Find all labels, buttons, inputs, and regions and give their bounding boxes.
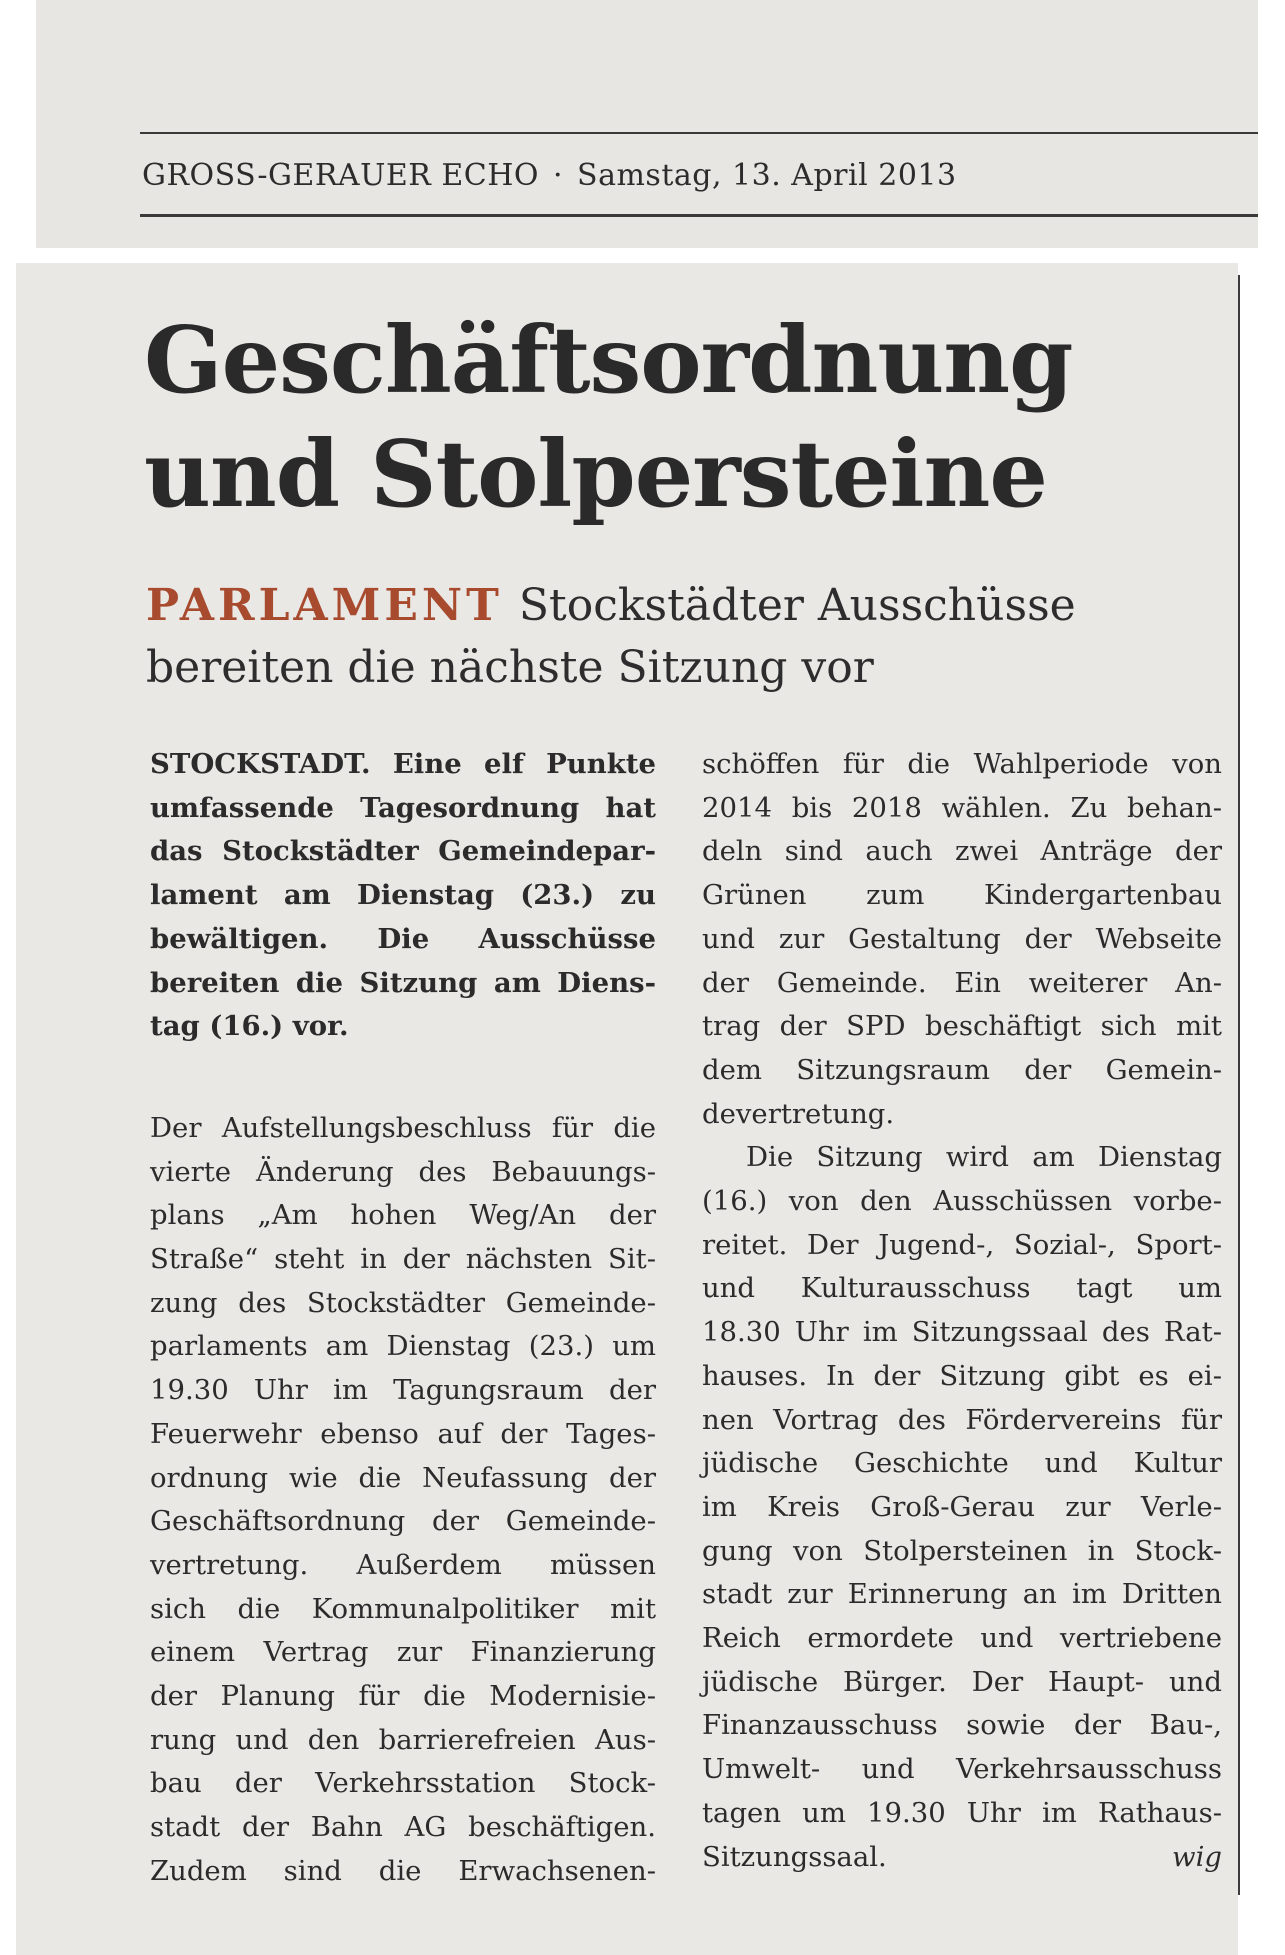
left-body-line: parlaments am Dienstag (23.) um [150,1330,656,1363]
left-body-line: der Planung für die Modernisie- [150,1680,656,1713]
masthead [142,158,957,193]
kicker: PARLAMENT [146,580,503,631]
right-para1-line: und zur Gestaltung der Webseite [702,922,1222,955]
right-para2-line: und Kulturausschuss tagt um [702,1272,1222,1305]
right-para1-line: 2014 bis 2018 wählen. Zu behan- [702,791,1222,824]
author-initials: wig [1172,1840,1222,1873]
publication-date: Samstag, 13. April 2013 [577,158,957,193]
right-para2-line: jüdische Bürger. Der Haupt- und [702,1665,1222,1698]
left-body-line: vertretung. Außerdem müssen [150,1548,656,1581]
left-body-line: rung und den barrierefreien Aus- [150,1723,656,1756]
right-para2-line: reitet. Der Jugend-, Sozial-, Sport- [702,1228,1222,1261]
right-para2-line: Reich ermordete und vertriebene [702,1622,1222,1655]
right-para1-line: der Gemeinde. Ein weiterer An- [702,966,1222,999]
body-paragraph-2 [702,1136,1222,1835]
lead-line: umfassende Tagesordnung hat [150,791,656,824]
right-para2-line: (16.) von den Ausschüssen vorbe- [702,1185,1222,1218]
column-rule [1238,275,1240,1895]
masthead-separator: · [553,158,564,193]
lead-line: bereiten die Sitzung am Diens- [150,966,656,999]
body-paragraph-1 [150,1107,656,1894]
right-para2-line: Umwelt- und Verkehrsausschuss [702,1753,1222,1786]
subhead-part-1: Stockstädter Ausschüsse [518,580,1076,631]
left-body-line: 19.30 Uhr im Tagungsraum der [150,1374,656,1407]
left-body-line: Straße“ steht in der nächsten Sit- [150,1243,656,1276]
lead-line: lament am Dienstag (23.) zu [150,879,656,912]
right-para2-line: tagen um 19.30 Uhr im Rathaus- [702,1796,1222,1829]
subhead-part-2: bereiten die nächste Sitzung vor [146,642,874,693]
right-para1-line: dem Sitzungsraum der Gemein- [702,1053,1222,1086]
headline-line-2: und Stolpersteine [144,420,1047,528]
left-body-line: zung des Stockstädter Gemeinde- [150,1286,656,1319]
headline [144,303,1144,531]
right-column [702,743,1222,1879]
left-body-line: Geschäftsordnung der Gemeinde- [150,1505,656,1538]
right-para2-line: nen Vortrag des Fördervereins für [702,1403,1222,1436]
left-body-line: plans „Am hohen Weg/An der [150,1199,656,1232]
newspaper-name: GROSS-GERAUER ECHO [142,158,539,193]
right-para1-line: schöffen für die Wahlperiode von [702,748,1222,780]
headline-line-1: Geschäftsordnung [144,306,1073,414]
lead-line: tag (16.) vor. [150,1010,349,1043]
closing-line [702,1836,1222,1880]
body-paragraph-1-continued [702,743,1222,1136]
right-para2-line: jüdische Geschichte und Kultur [702,1447,1222,1480]
final-sentence: Sitzungssaal. [702,1840,887,1873]
right-para2-line: 18.30 Uhr im Sitzungssaal des Rat- [702,1316,1222,1349]
left-body-line: Zudem sind die Erwachsenen- [150,1854,656,1887]
left-body-line: sich die Kommunalpolitiker mit [150,1592,656,1625]
masthead-bottom-rule [140,214,1258,217]
lead-paragraph [150,743,656,1049]
left-body-line: bau der Verkehrsstation Stock- [150,1767,656,1800]
right-para2-line: im Kreis Groß-Gerau zur Verle- [702,1490,1222,1523]
right-para2-line: hauses. In der Sitzung gibt es ei- [702,1359,1222,1392]
masthead-clipping [36,0,1258,248]
right-para1-line: deln sind auch zwei Anträge der [702,835,1222,868]
right-para2-line: Finanzausschuss sowie der Bau-, [702,1709,1222,1742]
left-body-line: stadt der Bahn AG beschäftigen. [150,1811,656,1844]
right-para1-line: trag der SPD beschäftigt sich mit [702,1010,1222,1043]
left-column [150,743,656,1894]
left-body-line: Feuerwehr ebenso auf der Tages- [150,1417,656,1450]
left-body-line: einem Vertrag zur Finanzierung [150,1636,656,1669]
subheadline [146,575,1146,699]
right-para2-line: gung von Stolpersteinen in Stock- [702,1534,1222,1567]
lead-line: STOCKSTADT. Eine elf Punkte [150,748,656,780]
left-body-line: Der Aufstellungsbeschluss für die [150,1111,656,1144]
left-body-line: vierte Änderung des Bebauungs- [150,1155,656,1188]
article-clipping [16,263,1238,1955]
left-body-line: ordnung wie die Neufassung der [150,1461,656,1494]
right-para1-line: Grünen zum Kindergartenbau [702,879,1222,912]
lead-line: bewältigen. Die Ausschüsse [150,922,656,955]
right-para1-line: devertretung. [702,1097,895,1130]
lead-line: das Stockstädter Gemeindepar- [150,835,656,868]
masthead-top-rule [140,132,1258,134]
right-para2-line: stadt zur Erinnerung an im Dritten [702,1578,1222,1611]
right-para2-line: Die Sitzung wird am Dienstag [746,1141,1222,1174]
